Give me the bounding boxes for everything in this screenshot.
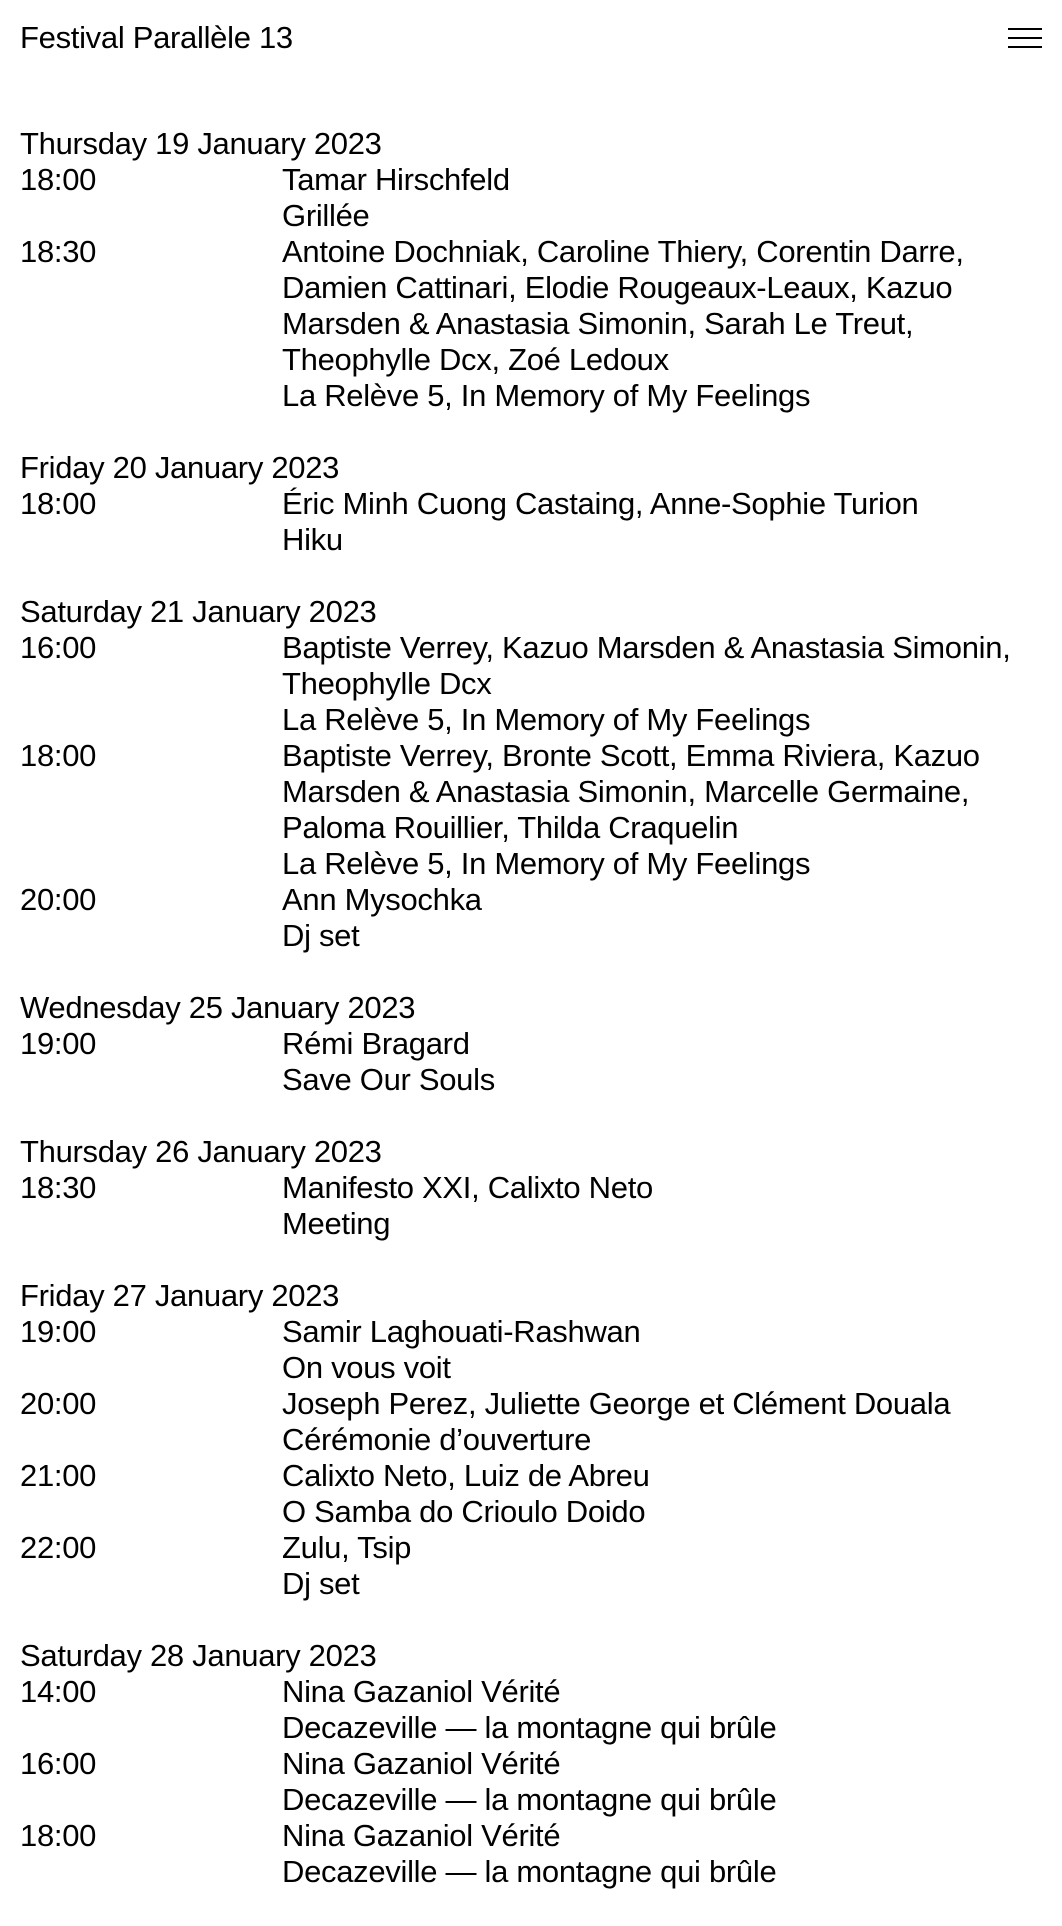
- event-artists: Zulu, Tsip: [282, 1530, 412, 1565]
- event-title: O Samba do Crioulo Doido: [282, 1494, 646, 1529]
- event-item[interactable]: [20, 1026, 1050, 1098]
- event-time: 18:30: [20, 234, 97, 269]
- event-artists: Calixto Neto, Luiz de Abreu: [282, 1458, 650, 1493]
- program-day: [20, 450, 1050, 558]
- program-day: [20, 990, 1050, 1098]
- program-day: [20, 1134, 1050, 1242]
- event-item[interactable]: [20, 234, 1050, 414]
- event-item[interactable]: [20, 1818, 1050, 1890]
- event-time: 20:00: [20, 882, 97, 917]
- hamburger-menu-icon[interactable]: [1008, 24, 1042, 52]
- event-item[interactable]: [20, 1314, 1050, 1386]
- event-item[interactable]: [20, 882, 1050, 954]
- event-time: 22:00: [20, 1530, 97, 1565]
- event-title: Dj set: [282, 918, 360, 953]
- site-header: [20, 18, 1042, 58]
- event-time: 19:00: [20, 1314, 97, 1349]
- event-artists: Éric Minh Cuong Castaing, Anne-Sophie Turion: [282, 486, 919, 521]
- event-artists: Samir Laghouati-Rashwan: [282, 1314, 641, 1349]
- event-item[interactable]: [20, 1674, 1050, 1746]
- program-list: [20, 126, 1050, 1926]
- event-time: 18:00: [20, 486, 97, 521]
- event-title: La Relève 5, In Memory of My Feelings: [282, 846, 811, 881]
- day-date: Friday 27 January 2023: [20, 1278, 340, 1313]
- event-artists: Rémi Bragard: [282, 1026, 470, 1061]
- event-artists: Baptiste Verrey, Bronte Scott, Emma Riviera, Kazuo Marsden & Anastasia Simonin, Marcelle Germaine, Paloma Rouillier, Thilda Craquelin: [282, 738, 980, 845]
- event-artists: Ann Mysochka: [282, 882, 482, 917]
- event-artists: Nina Gazaniol Vérité: [282, 1746, 561, 1781]
- day-date: Friday 20 January 2023: [20, 450, 340, 485]
- event-time: 16:00: [20, 1746, 97, 1781]
- event-artists: Tamar Hirschfeld: [282, 162, 510, 197]
- program-day: [20, 1638, 1050, 1890]
- day-date: Thursday 19 January 2023: [20, 126, 382, 161]
- menu-bar: [1008, 28, 1042, 30]
- event-title: Decazeville — la montagne qui brûle: [282, 1782, 777, 1817]
- event-time: 18:00: [20, 738, 97, 773]
- event-item[interactable]: [20, 1386, 1050, 1458]
- event-title: La Relève 5, In Memory of My Feelings: [282, 378, 811, 413]
- event-time: 18:30: [20, 1170, 97, 1205]
- event-item[interactable]: [20, 1530, 1050, 1602]
- event-item[interactable]: [20, 738, 1050, 882]
- program-day: [20, 1278, 1050, 1602]
- event-item[interactable]: [20, 1170, 1050, 1242]
- day-date: Thursday 26 January 2023: [20, 1134, 382, 1169]
- event-title: Dj set: [282, 1566, 360, 1601]
- event-time: 20:00: [20, 1386, 97, 1421]
- event-artists: Antoine Dochniak, Caroline Thiery, Corentin Darre, Damien Cattinari, Elodie Rougeaux-Leaux, Kazuo Marsden & Anastasia Simonin, Sarah Le Treut, Theophylle Dcx, Zoé Ledoux: [282, 234, 964, 377]
- event-artists: Baptiste Verrey, Kazuo Marsden & Anastasia Simonin, Theophylle Dcx: [282, 630, 1011, 701]
- event-title: On vous voit: [282, 1350, 451, 1385]
- event-title: Decazeville — la montagne qui brûle: [282, 1710, 777, 1745]
- event-title: Grillée: [282, 198, 370, 233]
- event-title: Hiku: [282, 522, 343, 557]
- event-title: Cérémonie d’ouverture: [282, 1422, 592, 1457]
- event-artists: Joseph Perez, Juliette George et Clément Douala: [282, 1386, 951, 1421]
- event-item[interactable]: [20, 1458, 1050, 1530]
- event-item[interactable]: [20, 630, 1050, 738]
- day-date: Saturday 21 January 2023: [20, 594, 377, 629]
- event-time: 14:00: [20, 1674, 97, 1709]
- day-date: Saturday 28 January 2023: [20, 1638, 377, 1673]
- event-title: Meeting: [282, 1206, 391, 1241]
- event-artists: Nina Gazaniol Vérité: [282, 1674, 561, 1709]
- event-title: Decazeville — la montagne qui brûle: [282, 1854, 777, 1889]
- menu-bar: [1008, 37, 1042, 39]
- event-time: 19:00: [20, 1026, 97, 1061]
- event-time: 18:00: [20, 1818, 97, 1853]
- event-title: La Relève 5, In Memory of My Feelings: [282, 702, 811, 737]
- event-artists: Nina Gazaniol Vérité: [282, 1818, 561, 1853]
- day-date: Wednesday 25 January 2023: [20, 990, 416, 1025]
- event-time: 18:00: [20, 162, 97, 197]
- event-item[interactable]: [20, 1746, 1050, 1818]
- event-time: 21:00: [20, 1458, 97, 1493]
- event-title: Save Our Souls: [282, 1062, 495, 1097]
- site-title-link[interactable]: Festival Parallèle 13: [20, 20, 293, 55]
- program-day: [20, 126, 1050, 414]
- program-day: [20, 594, 1050, 954]
- event-time: 16:00: [20, 630, 97, 665]
- event-item[interactable]: [20, 162, 1050, 234]
- event-artists: Manifesto XXI, Calixto Neto: [282, 1170, 653, 1205]
- menu-bar: [1008, 46, 1042, 48]
- event-item[interactable]: [20, 486, 1050, 558]
